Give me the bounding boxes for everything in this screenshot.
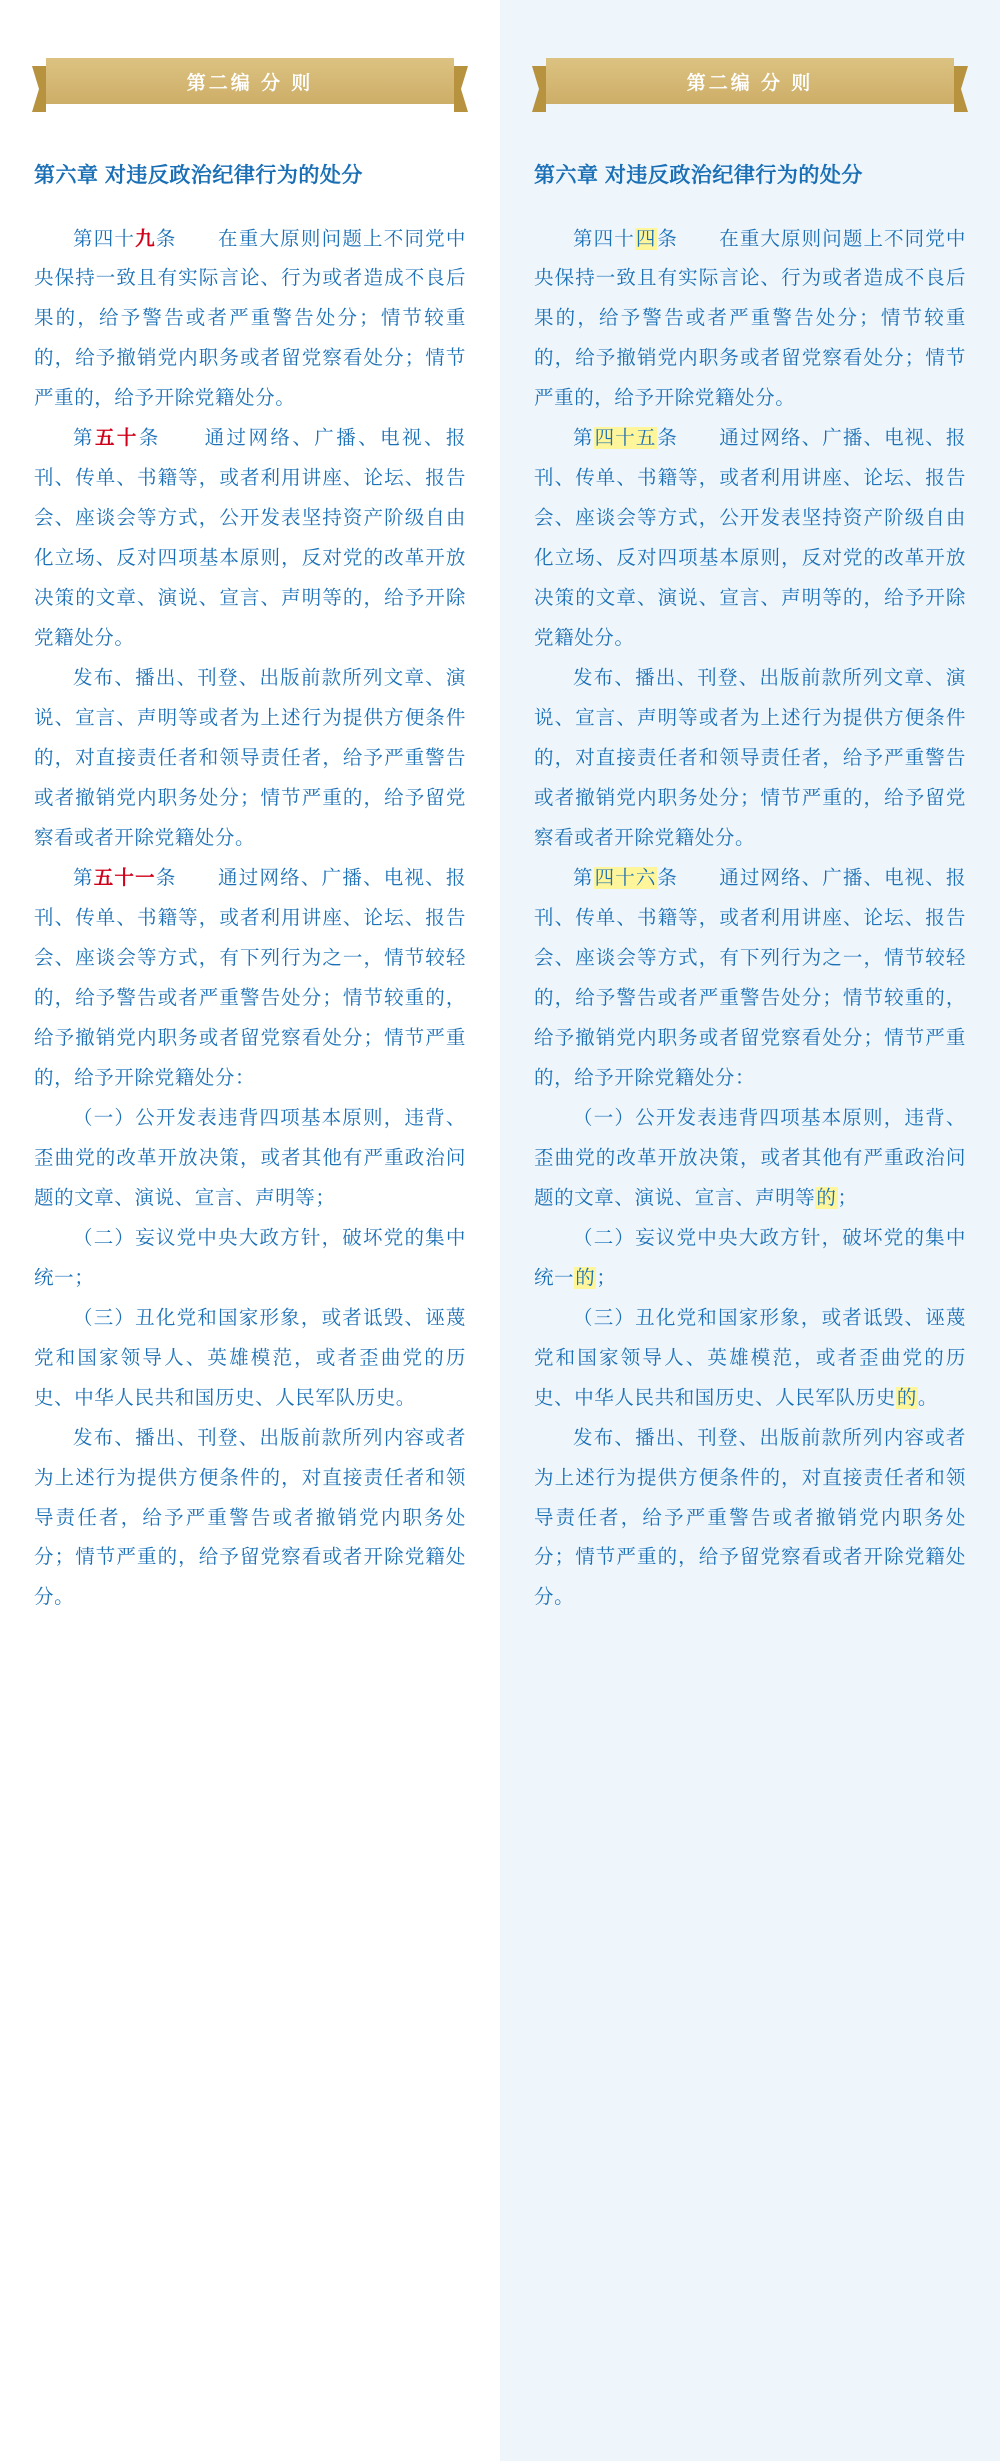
article-50-text: 通过网络、广播、电视、报刊、传单、书籍等，或者利用讲座、论坛、报告会、座谈会等方式，公开发表坚持资产阶级自由化立场、反对四项基本原则，反对党的改革开放决策的文章、演说、宣言、声明等的，给予开除党籍处分。 <box>34 427 466 650</box>
item-2-prefix: （二）妄议党中央大政方针，破坏党的集中统一 <box>534 1226 966 1289</box>
article-51-tail: 发布、播出、刊登、出版前款所列内容或者为上述行为提供方便条件的，对直接责任者和领导责任者，给予严重警告或者撤销党内职务处分；情节严重的，给予留党察看或者开除党籍处分。 <box>34 1426 466 1609</box>
article-44 <box>534 220 966 420</box>
article-51-text: 通过网络、广播、电视、报刊、传单、书籍等，或者利用讲座、论坛、报告会、座谈会等方式，有下列行为之一，情节较轻的，给予警告或者严重警告处分；情节较重的，给予撤销党内职务或者留党察看处分；情节严重的，给予开除党籍处分： <box>34 867 466 1089</box>
article-50-para2: 发布、播出、刊登、出版前款所列文章、演说、宣言、声明等或者为上述行为提供方便条件的，对直接责任者和领导责任者，给予严重警告或者撤销党内职务处分；情节严重的，给予留党察看或者开除党籍处分。 <box>34 667 466 850</box>
item-1-prefix: （一）公开发表违背四项基本原则，违背、歪曲党的改革开放决策，或者其他有严重政治问题的文章、演说、宣言、声明等 <box>534 1106 966 1209</box>
article-51 <box>34 859 466 1099</box>
article-label-50-prefix: 第 <box>73 427 95 450</box>
article-label-45-suffix: 条 <box>657 427 679 450</box>
article-label-44-prefix: 第四十 <box>573 227 635 250</box>
article-46-text: 通过网络、广播、电视、报刊、传单、书籍等，或者利用讲座、论坛、报告会、座谈会等方式，有下列行为之一，情节较轻的，给予警告或者严重警告处分；情节较重的，给予撤销党内职务或者留党察看处分；情节严重的，给予开除党籍处分： <box>534 867 966 1089</box>
item-3-prefix: （三）丑化党和国家形象，或者诋毁、诬蔑党和国家领导人、英雄模范，或者歪曲党的历史、中华人民共和国历史、人民军队历史 <box>534 1306 966 1409</box>
article-50 <box>34 419 466 659</box>
chapter-title-right: 第六章 对违反政治纪律行为的处分 <box>534 164 863 187</box>
article-45-text: 通过网络、广播、电视、报刊、传单、书籍等，或者利用讲座、论坛、报告会、座谈会等方式，公开发表坚持资产阶级自由化立场、反对四项基本原则，反对党的改革开放决策的文章、演说、宣言、声明等的，给予开除党籍处分。 <box>534 427 966 650</box>
article-46 <box>534 859 966 1099</box>
article-label-50-num: 五十 <box>94 427 139 450</box>
item-1-highlight: 的 <box>816 1186 837 1209</box>
article-46-item-1 <box>534 1099 966 1219</box>
body-right <box>534 220 966 1619</box>
article-label-45-num: 四十五 <box>594 427 657 450</box>
item-1-suffix: ； <box>837 1186 858 1209</box>
article-49-text: 在重大原则问题上不同党中央保持一致且有实际言论、行为或者造成不良后果的，给予警告或者严重警告处分；情节较重的，给予撤销党内职务或者留党察看处分；情节严重的，给予开除党籍处分。 <box>34 227 466 410</box>
article-label-44-suffix: 条 <box>657 227 679 250</box>
article-46-item-3 <box>534 1299 966 1419</box>
article-label-46-num: 四十六 <box>594 867 657 889</box>
article-label-44-num: 四 <box>635 227 657 250</box>
article-45-para2: 发布、播出、刊登、出版前款所列文章、演说、宣言、声明等或者为上述行为提供方便条件的，对直接责任者和领导责任者，给予严重警告或者撤销党内职务处分；情节严重的，给予留党察看或者开除党籍处分。 <box>534 667 966 850</box>
item-2-highlight: 的 <box>575 1266 596 1289</box>
article-label-46-prefix: 第 <box>573 867 594 889</box>
banner-right <box>534 58 966 114</box>
item-3-suffix: 。 <box>917 1386 939 1409</box>
article-label-45-prefix: 第 <box>573 427 594 450</box>
banner-label-right: 第二编 分 则 <box>686 72 814 94</box>
body-left <box>34 220 466 1619</box>
article-label-49-num: 九 <box>135 227 156 250</box>
article-51-item-2: （二）妄议党中央大政方针，破坏党的集中统一； <box>34 1226 466 1289</box>
banner-left <box>34 58 466 114</box>
ribbon-right <box>546 58 954 104</box>
article-label-49-suffix: 条 <box>155 227 177 250</box>
article-51-item-3: （三）丑化党和国家形象，或者诋毁、诬蔑党和国家领导人、英雄模范，或者歪曲党的历史、中华人民共和国历史、人民军队历史。 <box>34 1306 466 1409</box>
item-3-highlight: 的 <box>896 1386 917 1409</box>
article-label-51-num: 五十一 <box>93 867 156 889</box>
article-45 <box>534 419 966 659</box>
article-label-51-prefix: 第 <box>73 867 94 889</box>
article-46-tail: 发布、播出、刊登、出版前款所列内容或者为上述行为提供方便条件的，对直接责任者和领导责任者，给予严重警告或者撤销党内职务处分；情节严重的，给予留党察看或者开除党籍处分。 <box>534 1426 966 1609</box>
banner-label-left: 第二编 分 则 <box>186 72 314 94</box>
article-label-49-prefix: 第四十 <box>73 227 136 250</box>
ribbon-left <box>46 58 454 104</box>
item-2-suffix: ； <box>596 1266 617 1289</box>
column-right <box>500 0 1000 2461</box>
article-46-item-2 <box>534 1219 966 1299</box>
article-label-51-suffix: 条 <box>155 867 177 889</box>
article-51-item-1: （一）公开发表违背四项基本原则，违背、歪曲党的改革开放决策，或者其他有严重政治问题的文章、演说、宣言、声明等； <box>34 1106 466 1209</box>
article-label-46-suffix: 条 <box>657 867 679 889</box>
article-44-text: 在重大原则问题上不同党中央保持一致且有实际言论、行为或者造成不良后果的，给予警告或者严重警告处分；情节较重的，给予撤销党内职务或者留党察看处分；情节严重的，给予开除党籍处分。 <box>534 227 966 410</box>
article-label-50-suffix: 条 <box>138 427 161 450</box>
article-49 <box>34 220 466 420</box>
chapter-title-left: 第六章 对违反政治纪律行为的处分 <box>34 164 363 187</box>
